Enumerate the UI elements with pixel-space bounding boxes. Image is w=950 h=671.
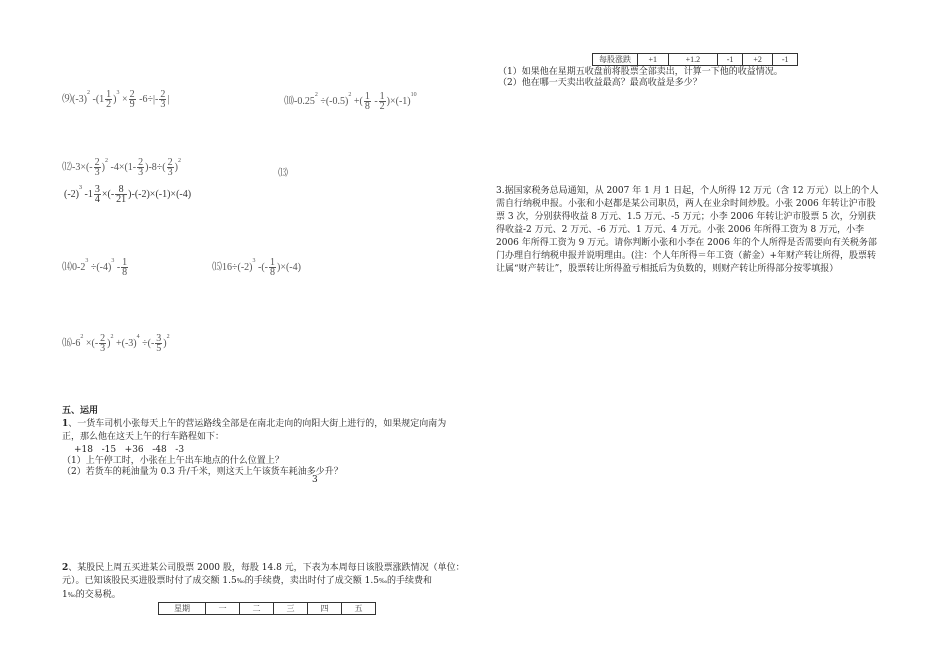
question-1-line1: 1、一货车司机小张每天上午的营运路线全部是在南北走向的向阳大街上进行的，如果规定向南为 <box>62 419 447 429</box>
fraction: $\frac{3}{4}$ <box>94 184 100 205</box>
fraction: $\frac{1}{8}$ <box>364 91 370 113</box>
fraction: $\frac{2}{9}$ <box>129 89 135 111</box>
table-cell: 三 <box>274 603 308 615</box>
table-cell: 星期 <box>159 603 206 615</box>
stock-change-table <box>592 53 798 66</box>
fraction: $\frac{2}{3}$ <box>94 157 100 179</box>
fraction: $\frac{2}{3}$ <box>138 157 144 179</box>
fraction: $\frac{1}{8}$ <box>122 257 128 279</box>
page-number: 3 <box>312 475 318 485</box>
problem-14-label: ⒁ <box>62 262 72 273</box>
problem-12-label: ⑿ <box>62 162 72 173</box>
problem-14: $⒁0-2^3 \div(-4)^3$ - $\frac{1}{8}$ <box>62 257 128 279</box>
fraction: $\frac{1}{8}$ <box>269 257 275 279</box>
problem-10: $⑽-0.25^2 \div(-0.5)^2$ +( $\frac{1}{8}$ - $\frac{1}{2}$ )$\times(-1)^{10}$ <box>284 91 417 113</box>
problem-9: $⑼(-3)^2$ -(1 $\frac{1}{2}$ )$^3$ × $\frac{2}{9}$ -6÷|- $\frac{2}{3}$ | <box>62 89 170 111</box>
problem-10-label: ⑽ <box>284 96 294 107</box>
question-2-line1: 2、某股民上周五买进某公司股票 2000 股，每股 14.8 元，下表为本周每日该股票涨跌情况（单位： <box>62 563 465 573</box>
table-cell: -1 <box>773 54 798 66</box>
question-2-sub2: （2）他在哪一天卖出收益最高？最高收益是多少？ <box>498 78 702 88</box>
fraction: $\frac{3}{5}$ <box>156 333 162 355</box>
table-cell: 二 <box>240 603 274 615</box>
problem-13-label: ⒀ <box>278 168 288 179</box>
table-cell: 五 <box>342 603 376 615</box>
problem-15-label: ⒂ <box>212 262 222 273</box>
problem-16: $⒃-6^2$ ×(- $\frac{2}{3}$ )$^2 +(-3)^4$ ÷(- $\frac{3}{5}$ )$^2$ <box>62 333 170 355</box>
question-1-line2: 正，那么他在这天上午的行车路程如下： <box>62 432 225 442</box>
table-cell: +1 <box>638 54 669 66</box>
problem-13: $(-2)^3$ -1 $\frac{3}{4}$ ×(- $\frac{8}{21}$ )-(-2)×(-1)×(-4) <box>64 184 192 205</box>
fraction: $\frac{2}{3}$ <box>100 333 106 355</box>
table-cell: +1.2 <box>668 54 718 66</box>
problem-15: $⒂16\div(-2)^3$ -(- $\frac{1}{8}$ )×(-4) <box>212 257 301 279</box>
fraction: $\frac{2}{3}$ <box>167 157 173 179</box>
problem-9-label: ⑼ <box>62 94 72 105</box>
fraction: $\frac{2}{3}$ <box>160 89 166 111</box>
table-cell: 每股涨跌 <box>593 54 638 66</box>
question-2-line3: 1‰的交易税。 <box>62 590 121 600</box>
section-heading: 五、运用 <box>62 406 99 416</box>
table-cell: 四 <box>308 603 342 615</box>
table-cell: +2 <box>742 54 773 66</box>
problem-16-label: ⒃ <box>62 338 72 349</box>
table-cell: 一 <box>206 603 240 615</box>
question-1-sub2: （2）若货车的耗油量为 0.3 升/千米，则这天上午该货车耗油多少升？ <box>62 467 343 477</box>
question-1-sub1: （1）上午停工时，小张在上午出车地点的什么位置上？ <box>62 456 284 466</box>
question-1-values: +18 -15 +36 -48 -3 <box>74 445 185 455</box>
fraction: $\frac{1}{2}$ <box>379 91 385 113</box>
fraction: $\frac{8}{21}$ <box>116 184 127 205</box>
table-cell: -1 <box>718 54 743 66</box>
question-3-text: 3.据国家税务总局通知，从 2007 年 1 月 1 日起，个人所得 12 万元（含 12 万元）以上的个人需自行纳税申报。小张和小赵都是某公司职员，两人在业余时间炒股。小张 2006 年转让沪市股票 3 次，分别获得收益 8 万元、1.5 万元、-5 万元；小李 2006 年转让沪市股票 5 次，分别获得收益-2 万元、2 万元、-6 万元、1 万元、4 万元。小张 2006 年所得工资为 8 万元，小李 2006 年所得工资为 9 万元。请你判断小张和小李在 2006 年的个人所得是否需要向有关税务部门办理自行纳税申报并说明理由。(注：个人年所得＝年工资（薪金）+年财产转让所得，股票转让属“财产转让”，股票转让所得盈亏相抵后为负数的，则财产转让所得部分按零填报） <box>496 186 879 274</box>
problem-12: ⑿-3×(- $\frac{2}{3}$ )$^2$ -4×(1- $\frac{2}{3}$ )-8÷( $\frac{2}{3}$ )$^2$ <box>62 157 181 179</box>
question-2-line2: 元）。已知该股民买进股票时付了成交额 1.5‰的手续费，卖出时付了成交额 1.5‰的手续费和 <box>62 576 433 586</box>
weekday-table <box>158 602 376 615</box>
table-row <box>159 603 376 615</box>
table-row <box>593 54 798 66</box>
fraction: $\frac{1}{2}$ <box>106 89 112 111</box>
question-2-sub1: （1）如果他在星期五收盘前将股票全部卖出，计算一下他的收益情况。 <box>498 67 783 77</box>
